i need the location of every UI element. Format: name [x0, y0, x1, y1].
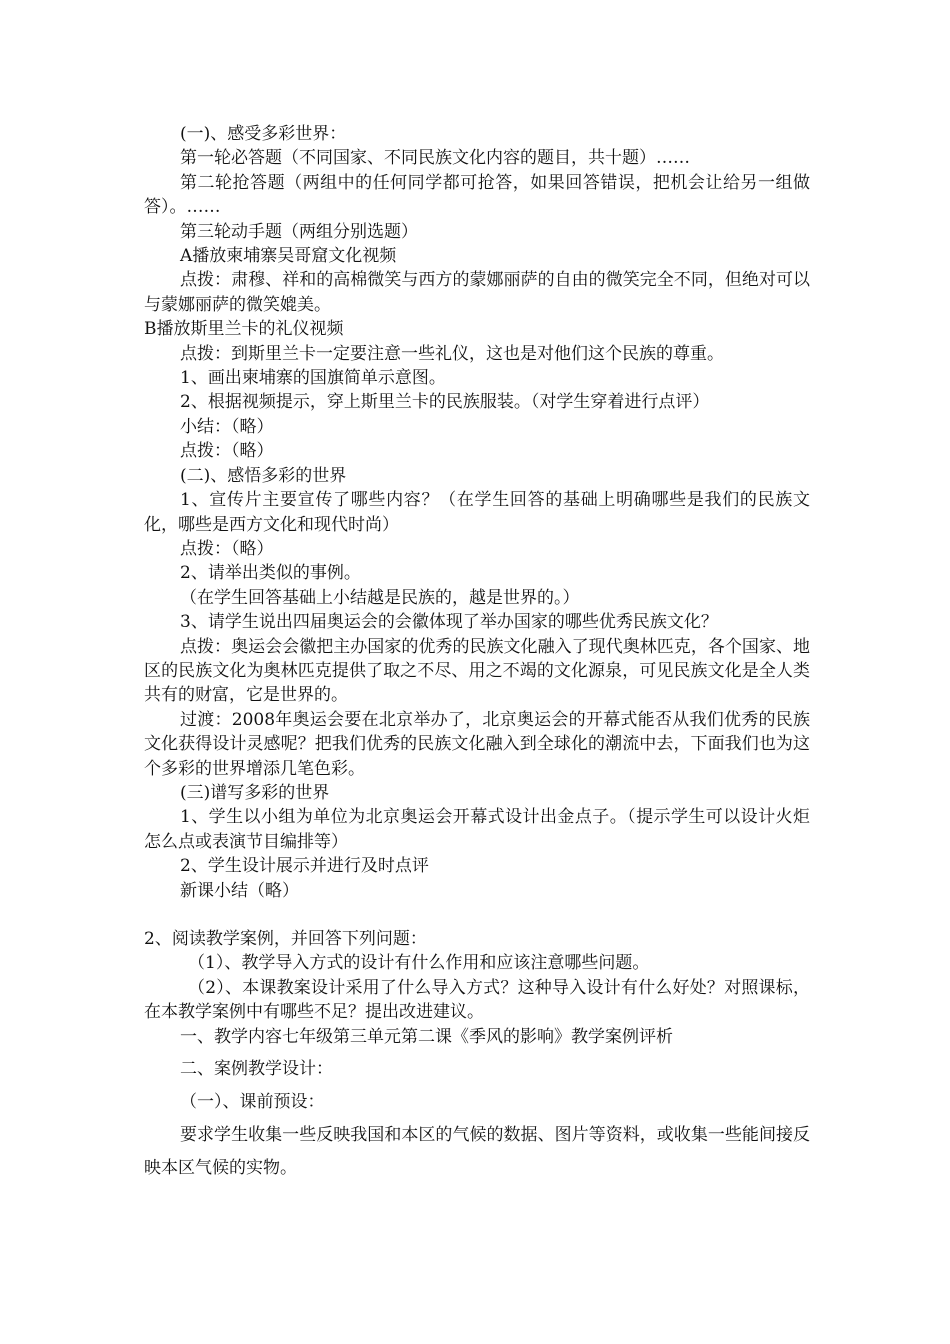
paragraph: 二、案例教学设计：	[180, 1059, 333, 1080]
paragraph: （在学生回答基础上小结越是民族的，越是世界的。）	[180, 587, 580, 608]
paragraph: 点拨：（略）	[180, 441, 274, 462]
paragraph: B播放斯里兰卡的礼仪视频	[144, 319, 344, 340]
paragraph: 第二轮抢答题（两组中的任何同学都可抢答，如果回答错误，把机会让给另一组做答）。……	[144, 172, 810, 218]
paragraph: 2、根据视频提示，穿上斯里兰卡的民族服装。（对学生穿着进行点评）	[180, 392, 710, 413]
paragraph: 新课小结（略）	[180, 880, 299, 901]
paragraph: A播放柬埔寨吴哥窟文化视频	[180, 246, 397, 267]
paragraph: 第一轮必答题（不同国家、不同民族文化内容的题目，共十题）……	[180, 148, 690, 169]
document-body	[144, 122, 810, 1185]
paragraph: 2、阅读教学案例，并回答下列问题：	[144, 929, 427, 949]
paragraph: 点拨：肃穆、祥和的高棉微笑与西方的蒙娜丽萨的自由的微笑完全不同，但绝对可以与蒙娜丽萨的微笑媲美。	[144, 270, 810, 315]
paragraph: 1、学生以小组为单位为北京奥运会开幕式设计出金点子。（提示学生可以设计火炬怎么点或表演节目编排等）	[144, 807, 810, 852]
paragraph: 一、教学内容七年级第三单元第二课《季风的影响》教学案例评析	[180, 1026, 673, 1047]
blank-line	[144, 903, 810, 927]
paragraph: (一)、感受多彩世界：	[180, 124, 347, 144]
paragraph: 点拨：到斯里兰卡一定要注意一些礼仪，这也是对他们这个民族的尊重。	[180, 343, 724, 364]
paragraph: 2、请举出类似的事例。	[180, 563, 361, 584]
paragraph: (二)、感悟多彩的世界	[180, 465, 347, 486]
paragraph: 1、宣传片主要宣传了哪些内容？（在学生回答的基础上明确哪些是我们的民族文化，哪些是西方文化和现代时尚）	[144, 490, 810, 535]
paragraph: 第三轮动手题（两组分别选题）	[180, 221, 418, 242]
paragraph: 要求学生收集一些反映我国和本区的气候的数据、图片等资料，或收集一些能间接反映本区气候的实物。	[144, 1125, 810, 1179]
paragraph: （一）、课前预设：	[180, 1092, 325, 1113]
paragraph: （2）、本课教案设计采用了什么导入方式？这种导入设计有什么好处？对照课标，在本教学案例中有哪些不足？提出改进建议。	[144, 977, 810, 1023]
paragraph: （1）、教学导入方式的设计有什么作用和应该注意哪些问题。	[188, 953, 650, 974]
paragraph: 小结：（略）	[180, 416, 274, 437]
paragraph: 点拨：奥运会会徽把主办国家的优秀的民族文化融入了现代奥林匹克，各个国家、地区的民族文化为奥林匹克提供了取之不尽、用之不竭的文化源泉，可见民族文化是全人类共有的财富，它是世界的。	[144, 636, 810, 706]
paragraph: (三)谱写多彩的世界	[180, 782, 330, 803]
paragraph: 1、画出柬埔寨的国旗简单示意图。	[180, 368, 446, 389]
paragraph: 2、学生设计展示并进行及时点评	[180, 856, 429, 877]
paragraph: 过渡：2008年奥运会要在北京举办了，北京奥运会的开幕式能否从我们优秀的民族文化获得设计灵感呢？把我们优秀的民族文化融入到全球化的潮流中去，下面我们也为这个多彩的世界增添几笔色彩。	[144, 709, 810, 779]
paragraph: 点拨：（略）	[180, 538, 274, 559]
paragraph: 3、请学生说出四届奥运会的会徽体现了举办国家的哪些优秀民族文化？	[180, 612, 718, 633]
